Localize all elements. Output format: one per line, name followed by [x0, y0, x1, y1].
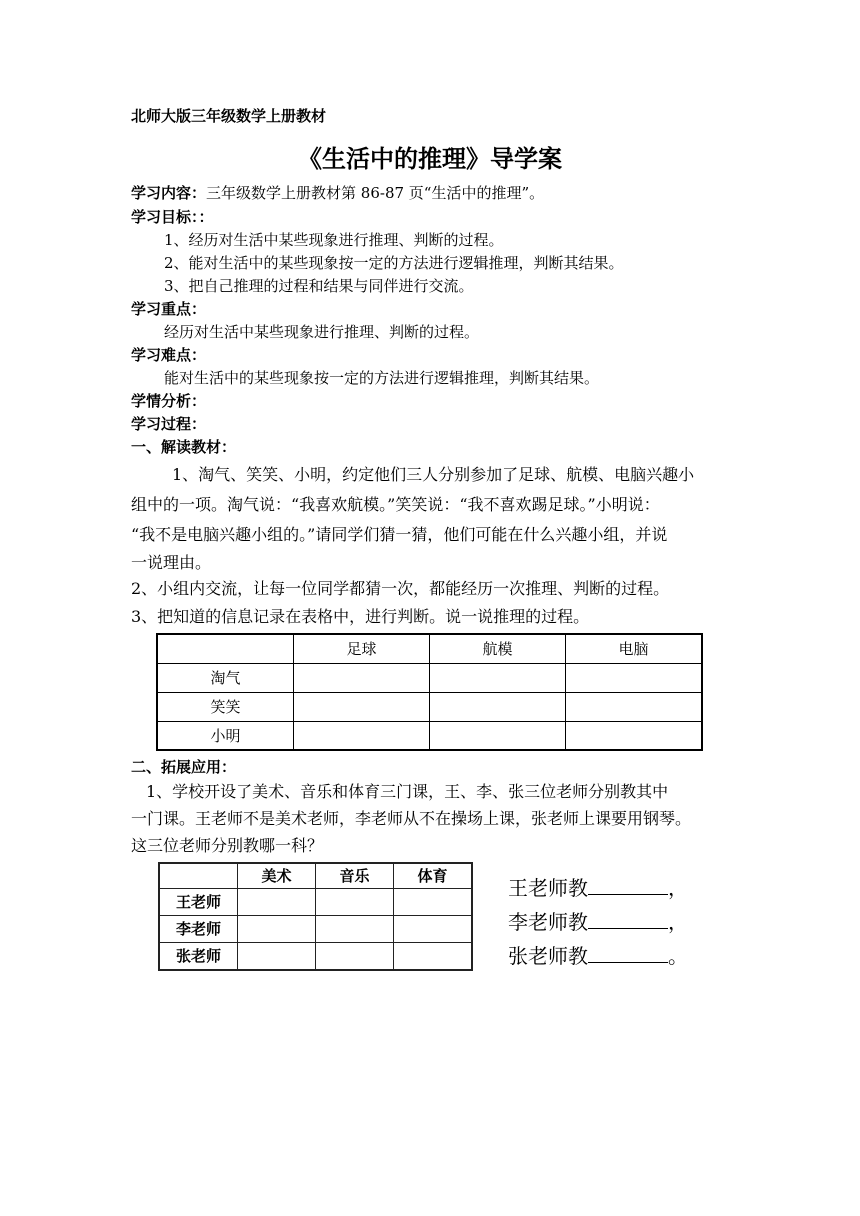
section1-para-line-4: 一说理由。	[131, 553, 212, 572]
table-header-cell: 美术	[238, 863, 316, 888]
table-cell[interactable]	[430, 663, 566, 692]
goal-item-3: 3、把自己推理的过程和结果与同伴进行交流。	[164, 277, 474, 295]
table-row-label: 淘气	[157, 663, 294, 692]
table-row	[157, 721, 702, 750]
difficulty-label: 学习难点：	[131, 346, 207, 364]
answer-line-zhang	[508, 944, 688, 968]
section1-para-line-3: “我不是电脑兴趣小组的。”请同学们猜一猜，他们可能在什么兴趣小组，并说	[131, 525, 668, 544]
table-cell[interactable]	[316, 888, 394, 915]
table-row	[159, 888, 472, 915]
answer-blank[interactable]	[588, 912, 668, 929]
table-cell[interactable]	[430, 721, 566, 750]
answer-label: 王老师教	[508, 876, 588, 900]
table-cell[interactable]	[394, 888, 473, 915]
table-cell[interactable]	[294, 663, 430, 692]
interest-group-table	[156, 633, 703, 751]
content-text: 三年级数学上册教材第 86-87 页“生活中的推理”。	[206, 184, 545, 202]
table-cell[interactable]	[394, 942, 473, 970]
teacher-subject-table	[158, 862, 473, 971]
content-line	[131, 183, 544, 203]
table-cell[interactable]	[430, 692, 566, 721]
section1-item-3: 3、把知道的信息记录在表格中，进行判断。说一说推理的过程。	[131, 607, 590, 626]
table-row	[159, 942, 472, 970]
table-header-cell: 体育	[394, 863, 473, 888]
table-header-row	[159, 863, 472, 888]
content-label: 学习内容：	[131, 184, 207, 202]
answer-label: 李老师教	[508, 910, 588, 934]
table-row-label: 张老师	[159, 942, 238, 970]
table-header-cell: 音乐	[316, 863, 394, 888]
table-cell[interactable]	[566, 663, 703, 692]
section1-item-2: 2、小组内交流，让每一位同学都猜一次，都能经历一次推理、判断的过程。	[131, 579, 670, 598]
table-cell[interactable]	[394, 915, 473, 942]
table-header-cell: 足球	[294, 634, 430, 663]
table-cell[interactable]	[238, 888, 316, 915]
goal-item-2: 2、能对生活中的某些现象按一定的方法进行逻辑推理，判断其结果。	[164, 254, 624, 272]
table-cell[interactable]	[238, 915, 316, 942]
section2-para-line-2: 一门课。王老师不是美术老师，李老师从不在操场上课，张老师上课要用钢琴。	[131, 809, 692, 828]
section1-heading: 一、解读教材：	[131, 438, 237, 456]
answer-end: ，	[668, 876, 688, 900]
section1-para-line-1: 1、淘气、笑笑、小明，约定他们三人分别参加了足球、航模、电脑兴趣小	[172, 465, 695, 484]
table-header-cell: 电脑	[566, 634, 703, 663]
answer-blank[interactable]	[588, 878, 668, 895]
table-row-label: 王老师	[159, 888, 238, 915]
table-cell[interactable]	[238, 942, 316, 970]
table-row-label: 小明	[157, 721, 294, 750]
process-label: 学习过程：	[131, 415, 207, 433]
table-cell[interactable]	[294, 721, 430, 750]
table-row	[157, 663, 702, 692]
key-point-text: 经历对生活中某些现象进行推理、判断的过程。	[164, 323, 480, 341]
answer-line-wang	[508, 876, 688, 900]
doc-subtitle: 北师大版三年级数学上册教材	[131, 107, 327, 125]
answer-label: 张老师教	[508, 944, 588, 968]
goals-label: 学习目标：：	[131, 208, 214, 226]
table-row	[157, 692, 702, 721]
table-header-cell	[159, 863, 238, 888]
table-cell[interactable]	[316, 915, 394, 942]
table-cell[interactable]	[294, 692, 430, 721]
table-row-label: 笑笑	[157, 692, 294, 721]
answer-blank[interactable]	[588, 946, 668, 963]
goal-item-1: 1、经历对生活中某些现象进行推理、判断的过程。	[164, 231, 504, 249]
section2-para-line-3: 这三位老师分别教哪一科？	[131, 836, 324, 855]
answer-end: 。	[668, 944, 688, 968]
table-header-cell	[157, 634, 294, 663]
answer-line-li	[508, 910, 688, 934]
table-cell[interactable]	[316, 942, 394, 970]
analysis-label: 学情分析：	[131, 392, 207, 410]
table-cell[interactable]	[566, 721, 703, 750]
table-row	[159, 915, 472, 942]
table-row-label: 李老师	[159, 915, 238, 942]
section2-para-line-1: 1、学校开设了美术、音乐和体育三门课，王、李、张三位老师分别教其中	[146, 782, 669, 801]
doc-title: 《生活中的推理》导学案	[298, 145, 562, 173]
answer-end: ，	[668, 910, 688, 934]
table-cell[interactable]	[566, 692, 703, 721]
table-header-cell: 航模	[430, 634, 566, 663]
table-header-row	[157, 634, 702, 663]
section2-heading: 二、拓展应用：	[131, 758, 237, 776]
key-point-label: 学习重点：	[131, 300, 207, 318]
difficulty-text: 能对生活中的某些现象按一定的方法进行逻辑推理，判断其结果。	[164, 369, 600, 387]
section1-para-line-2: 组中的一项。淘气说：“我喜欢航模。”笑笑说：“我不喜欢踢足球。”小明说：	[131, 495, 660, 514]
